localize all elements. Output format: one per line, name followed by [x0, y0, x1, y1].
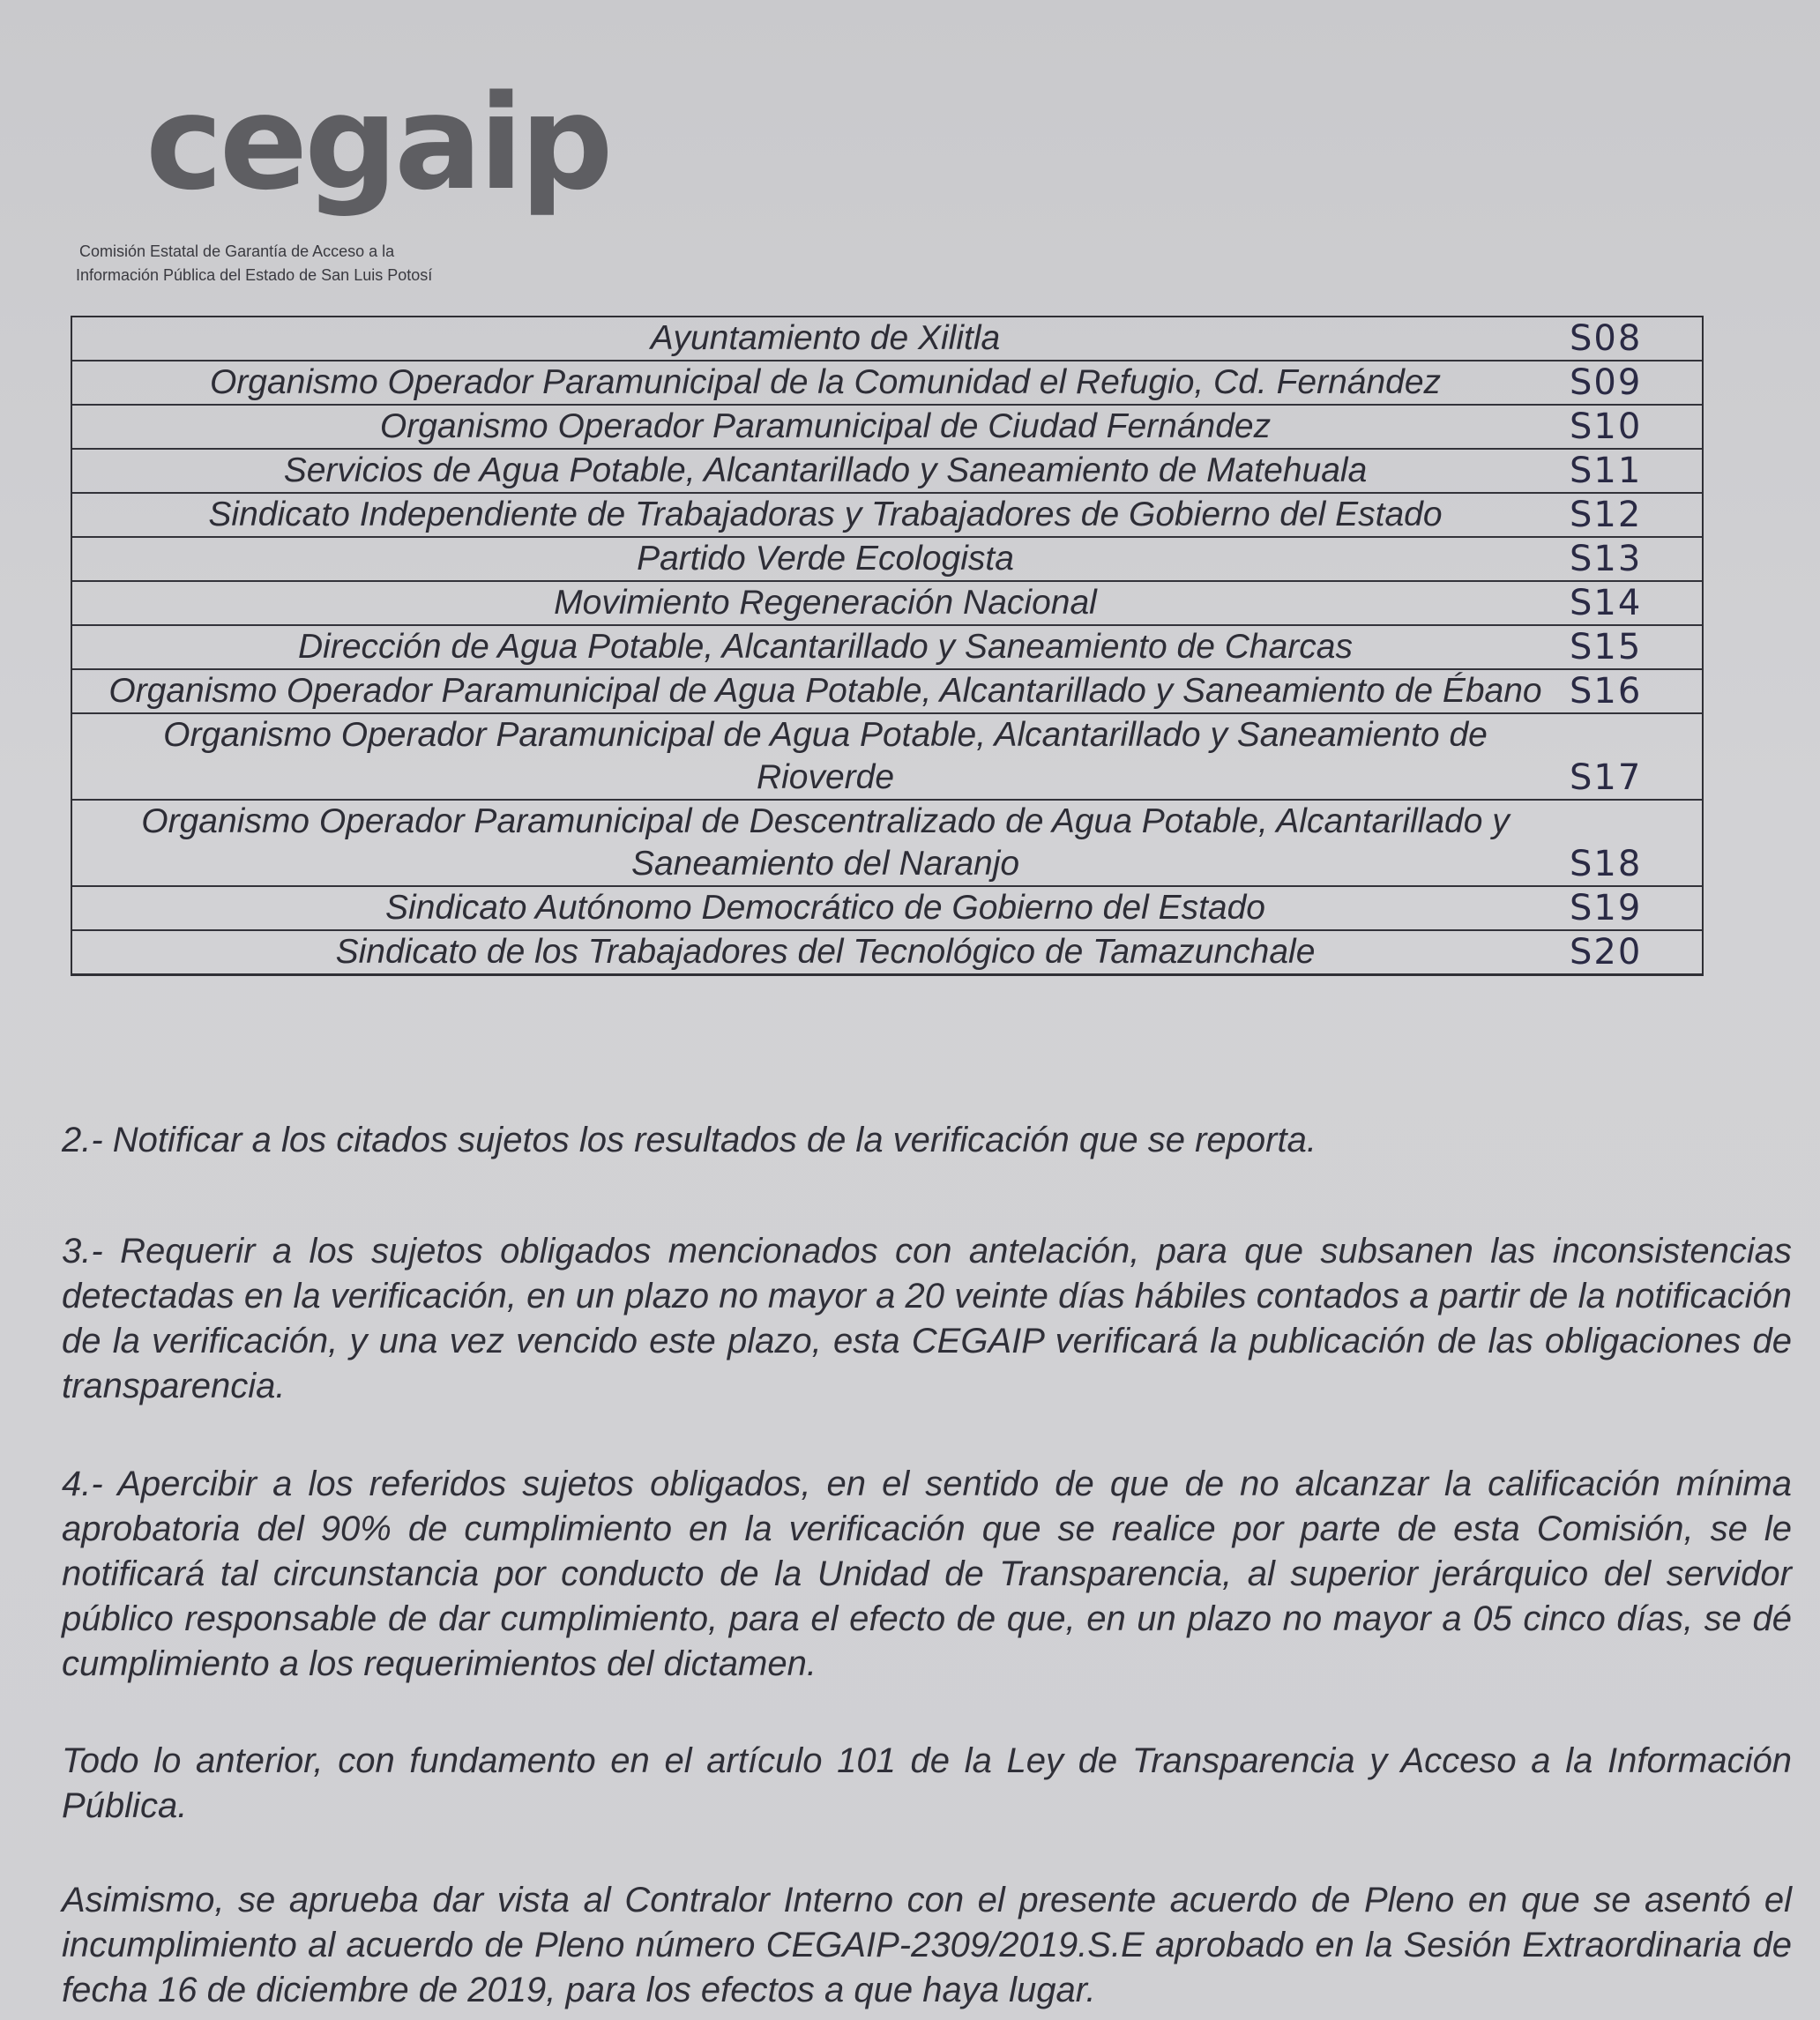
paragraph-4: 4.- Apercibir a los referidos sujetos obligados, en el sentido de que de no alcanzar la calificación mínima aprobatoria del 90% de cumplimiento en la verificación que se realice por parte de esta Comisión, se le notificará tal circunstancia por conducto de la Unidad de Transparencia, al superior jerárquico del servidor público responsable de dar cumplimiento, para el efecto de que, en un plazo no mayor a 05 cinco días, se dé cumplimiento a los requerimientos del dictamen.: [62, 1465, 1792, 1683]
paragraph-6: Asimismo, se aprueba dar vista al Contralor Interno con el presente acuerdo de Pleno en que se asentó el incumplimiento al acuerdo de Pleno número CEGAIP-2309/2019.S.E aprobado en la Sesión Extraordinaria de fecha 16 de diciembre de 2019, para los efectos a que haya lugar.: [62, 1881, 1792, 2009]
entity-code: S12: [1570, 495, 1643, 535]
table-row: [72, 626, 1702, 670]
table-row: [72, 931, 1702, 973]
entity-name: Organismo Operador Paramunicipal de Agua Potable, Alcantarillado y Saneamiento de Ébano: [108, 672, 1542, 710]
paragraph-2: 2.- Notificar a los citados sujetos los resultados de la verificación que se reporta.: [62, 1121, 1317, 1159]
table-row: [72, 494, 1702, 538]
entity-code: S09: [1570, 362, 1643, 403]
entities-table: [71, 316, 1704, 976]
organization-name: [76, 240, 433, 287]
table-row: [72, 317, 1702, 362]
table-row: [72, 887, 1702, 931]
entity-code: S11: [1570, 451, 1643, 491]
entity-name: Organismo Operador Paramunicipal de la Comunidad el Refugio, Cd. Fernández: [209, 363, 1442, 401]
entity-code: S15: [1570, 627, 1643, 667]
entity-code: S16: [1570, 671, 1643, 712]
entity-code: S17: [1570, 757, 1643, 798]
entity-name: Servicios de Agua Potable, Alcantarillado y Saneamiento de Matehuala: [283, 451, 1368, 489]
entity-code: S13: [1570, 539, 1643, 579]
entity-code: S18: [1570, 844, 1643, 884]
table-row: [72, 538, 1702, 582]
table-row: [72, 406, 1702, 450]
entity-code: S10: [1570, 406, 1643, 447]
org-line-1: Comisión Estatal de Garantía de Acceso a la: [79, 242, 395, 260]
entity-name: Organismo Operador Paramunicipal de Agua Potable, Alcantarillado y Saneamiento de Rioverde: [163, 716, 1488, 796]
table-row: [72, 450, 1702, 494]
entity-name: Sindicato de los Trabajadores del Tecnológico de Tamazunchale: [335, 933, 1316, 971]
entity-name: Organismo Operador Paramunicipal de Descentralizado de Agua Potable, Alcantarillado y Saneamiento del Naranjo: [141, 802, 1510, 883]
entity-name: Movimiento Regeneración Nacional: [554, 584, 1097, 622]
entity-code: S14: [1570, 583, 1643, 623]
table-row: [72, 362, 1702, 406]
table-row: [72, 801, 1702, 887]
table-row: [72, 670, 1702, 714]
entity-name: Sindicato Independiente de Trabajadoras y Trabajadores de Gobierno del Estado: [208, 496, 1443, 533]
entity-name: Organismo Operador Paramunicipal de Ciudad Fernández: [379, 407, 1272, 445]
paragraph-5: Todo lo anterior, con fundamento en el artículo 101 de la Ley de Transparencia y Acceso a la Información Pública.: [62, 1741, 1792, 1825]
entity-code: S19: [1570, 888, 1643, 928]
entity-name: Ayuntamiento de Xilitla: [650, 319, 1001, 357]
org-line-2: Información Pública del Estado de San Luis Potosí: [76, 266, 433, 284]
table-row: [72, 714, 1702, 801]
entity-code: S08: [1570, 318, 1643, 359]
entity-name: Partido Verde Ecologista: [637, 540, 1014, 578]
table-row: [72, 582, 1702, 626]
entity-name: Sindicato Autónomo Democrático de Gobierno del Estado: [385, 889, 1265, 927]
entity-name: Dirección de Agua Potable, Alcantarillado y Saneamiento de Charcas: [298, 628, 1353, 666]
entity-code: S20: [1570, 932, 1643, 973]
paragraph-3: 3.- Requerir a los sujetos obligados mencionados con antelación, para que subsanen las inconsistencias detectadas en la verificación, en un plazo no mayor a 20 veinte días hábiles contados a partir de la notificación de la verificación, y una vez vencido este plazo, esta CEGAIP verificará la publicación de las obligaciones de transparencia.: [62, 1232, 1792, 1405]
cegaip-logo: cegaip: [145, 67, 610, 219]
